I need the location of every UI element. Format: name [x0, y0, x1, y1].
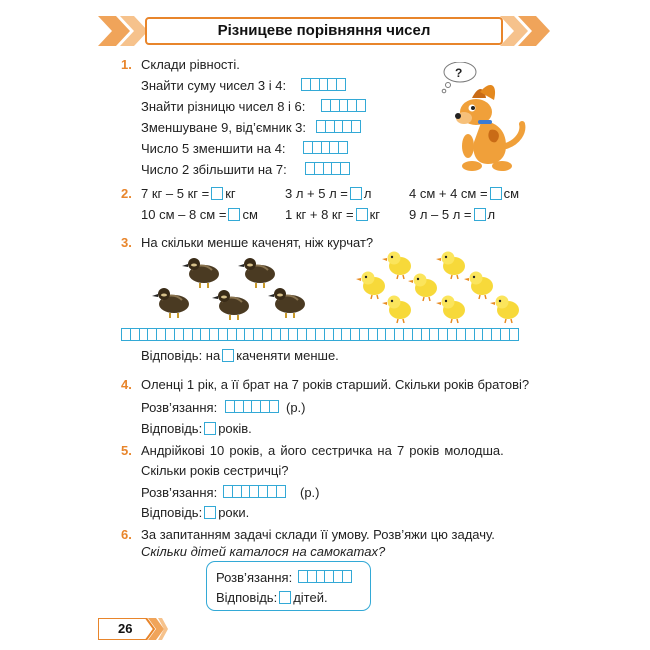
answer-label: Відповідь:: [216, 590, 278, 605]
grid-cell[interactable]: [351, 120, 361, 133]
chick-icon: [436, 296, 465, 324]
page-number: 26: [118, 621, 133, 636]
grid-cell[interactable]: [342, 570, 352, 583]
task3-question: На скільки менше каченят, ніж курчат?: [141, 235, 374, 250]
chick-icon: [356, 272, 385, 300]
task6-question: Скільки дітей каталося на самокатах?: [141, 544, 386, 559]
dog-thought-bubble-text: ?: [455, 66, 463, 80]
answer-box[interactable]: [490, 187, 502, 200]
expr-left: 3 л + 5 л =: [285, 186, 348, 201]
task6-solution-grid[interactable]: [298, 570, 351, 583]
task5-text-line2: Скільки років сестричці?: [141, 463, 289, 478]
task4-text: Оленці 1 рік, а її брат на 7 років старший. Скільки років братові?: [141, 377, 530, 392]
task4-number: 4.: [121, 377, 132, 392]
chick-icon: [382, 252, 411, 280]
expr-unit: кг: [369, 207, 380, 222]
chicks-illustration: [352, 246, 520, 324]
task3-number: 3.: [121, 235, 132, 250]
task2-number: 2.: [121, 186, 132, 201]
task6-answer: [216, 590, 328, 605]
task4-solution-unit: (р.): [286, 400, 306, 415]
expr-unit: л: [363, 186, 372, 201]
task1-answer-grid-1[interactable]: [301, 78, 345, 91]
task6-solution-label: Розв’язання:: [216, 570, 293, 585]
task1-line-3: Зменшуване 9, від’ємник 3:: [141, 120, 307, 135]
answer-suffix: каченяти менше.: [236, 348, 339, 363]
task4-answer: [141, 421, 252, 436]
page-number-banner: [98, 618, 168, 640]
expr-left: 9 л – 5 л =: [409, 207, 472, 222]
task5-solution-unit: (р.): [300, 485, 320, 500]
task6-text: За запитанням задачі склади її умову. Розв’яжи цю задачу.: [141, 527, 495, 542]
duckling-icon: [212, 290, 249, 320]
expr-unit: л: [487, 207, 496, 222]
title-banner: [98, 16, 550, 46]
task1-prompt: Склади рівності.: [141, 57, 240, 72]
expr-unit: см: [242, 207, 258, 222]
duckling-icon: [238, 258, 275, 288]
answer-box[interactable]: [474, 208, 486, 221]
answer-box[interactable]: [356, 208, 368, 221]
task5-answer: [141, 505, 249, 520]
task1-answer-grid-2[interactable]: [321, 99, 365, 112]
task1-line-5: Число 2 збільшити на 7:: [141, 162, 287, 177]
expr-unit: см: [503, 186, 520, 201]
task5-text-line1: Андрійкові 10 років, а його сестричка на 7 років молодша.: [141, 443, 504, 458]
answer-unit: років.: [218, 421, 252, 436]
answer-unit: дітей.: [293, 590, 328, 605]
answer-box[interactable]: [228, 208, 240, 221]
expr-left: 7 кг – 5 кг =: [141, 186, 210, 201]
task2-expr-5: [285, 207, 380, 222]
grid-cell[interactable]: [356, 99, 366, 112]
task1-answer-grid-3[interactable]: [316, 120, 360, 133]
ducklings-illustration: [148, 252, 314, 324]
task5-solution-label: Розв’язання:: [141, 485, 218, 500]
chick-icon: [490, 296, 519, 324]
page-title: Різницеве порівняння чисел: [217, 22, 431, 39]
answer-box[interactable]: [350, 187, 362, 200]
task2-expr-3: [409, 186, 519, 201]
duckling-icon: [152, 288, 189, 318]
task2-expr-1: [141, 186, 236, 201]
task2-expr-4: [141, 207, 258, 222]
task4-solution-label: Розв’язання:: [141, 400, 218, 415]
answer-box[interactable]: [211, 187, 223, 200]
answer-label: Відповідь:: [141, 505, 203, 520]
task5-solution-grid[interactable]: [223, 485, 285, 498]
task3-solution-grid[interactable]: [121, 328, 518, 341]
answer-box[interactable]: [222, 349, 234, 362]
answer-box[interactable]: [204, 506, 216, 519]
answer-box[interactable]: [204, 422, 216, 435]
grid-cell[interactable]: [509, 328, 519, 341]
task4-solution-grid[interactable]: [225, 400, 278, 413]
chick-icon: [382, 296, 411, 324]
grid-cell[interactable]: [336, 78, 346, 91]
answer-prefix: Відповідь: на: [141, 348, 221, 363]
grid-cell[interactable]: [269, 400, 279, 413]
task2-expr-6: [409, 207, 495, 222]
task1-line-2: Знайти різницю чисел 8 і 6:: [141, 99, 306, 114]
expr-unit: кг: [225, 186, 236, 201]
answer-box[interactable]: [279, 591, 291, 604]
expr-left: 10 см – 8 см =: [141, 207, 227, 222]
chick-icon: [464, 272, 493, 300]
dog-illustration: [432, 62, 532, 174]
chick-icon: [436, 252, 465, 280]
task1-line-1: Знайти суму чисел 3 і 4:: [141, 78, 287, 93]
duckling-icon: [268, 288, 305, 318]
grid-cell[interactable]: [276, 485, 286, 498]
task1-answer-grid-4[interactable]: [303, 141, 347, 154]
chick-icon: [408, 274, 437, 302]
expr-left: 4 см + 4 см =: [409, 186, 488, 201]
task5-number: 5.: [121, 443, 132, 458]
grid-cell[interactable]: [338, 141, 348, 154]
task1-answer-grid-5[interactable]: [305, 162, 349, 175]
task1-line-4: Число 5 зменшити на 4:: [141, 141, 286, 156]
task1-number: 1.: [121, 57, 132, 72]
answer-unit: роки.: [218, 505, 250, 520]
task3-answer: [141, 348, 339, 363]
task2-expr-2: [285, 186, 371, 201]
answer-label: Відповідь:: [141, 421, 203, 436]
task6-number: 6.: [121, 527, 132, 542]
expr-left: 1 кг + 8 кг =: [285, 207, 354, 222]
grid-cell[interactable]: [340, 162, 350, 175]
duckling-icon: [182, 258, 219, 288]
